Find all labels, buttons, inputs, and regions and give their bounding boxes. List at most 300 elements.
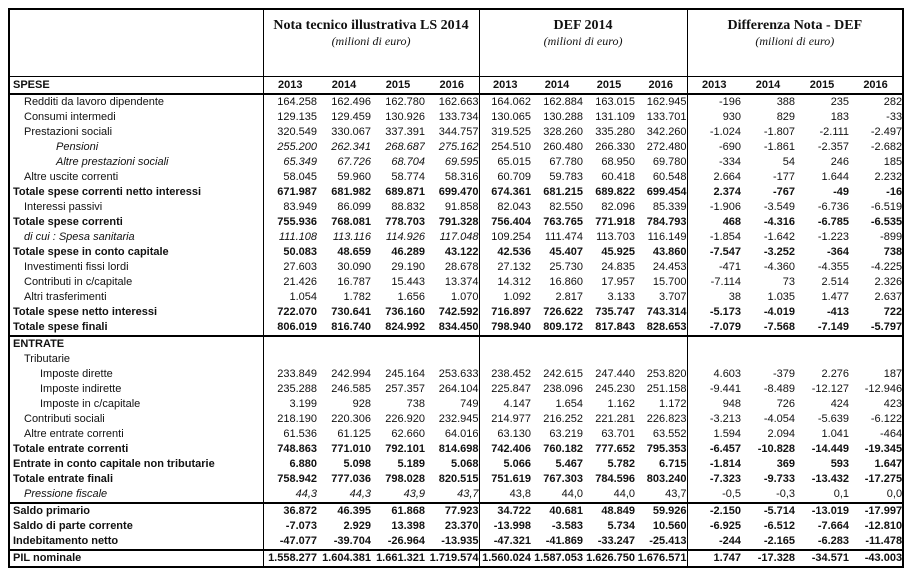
value-cell-def: 45.925	[601, 246, 636, 258]
value-cell-def: 5.734	[607, 520, 636, 532]
value-cell-def: 162.945	[646, 96, 687, 108]
value-cell-def: 109.254	[479, 230, 531, 245]
value-cell-def: 63.130	[479, 427, 531, 442]
table-row	[9, 155, 903, 170]
value-cell-diff: 187	[883, 368, 903, 380]
value-cell-def: 10.560	[652, 520, 687, 532]
value-cell-diff: -3.252	[763, 246, 796, 258]
value-cell-diff: -364	[827, 246, 850, 258]
row-label: Totale spese correnti	[13, 216, 123, 228]
value-cell-def: 689.822	[595, 186, 636, 198]
value-cell-diff: -5.797	[870, 321, 903, 333]
value-cell-nota: 755.936	[263, 215, 317, 230]
table-row	[9, 125, 903, 140]
value-cell-diff: 468	[687, 215, 741, 230]
value-cell-diff: -2.682	[870, 141, 903, 153]
value-cell-nota: 928	[352, 398, 371, 410]
value-cell-nota: 111.108	[263, 230, 317, 245]
value-cell-def: 214.977	[479, 412, 531, 427]
table-row	[9, 290, 903, 305]
value-cell-def: 3.707	[659, 291, 687, 303]
value-cell-def: 43,7	[665, 488, 687, 500]
value-cell-diff: -471	[687, 260, 741, 275]
value-cell-diff: -3.549	[763, 201, 796, 213]
value-cell-nota: -26.964	[387, 535, 425, 547]
row-label: Indebitamento netto	[13, 535, 119, 547]
value-cell-nota: 67.726	[337, 156, 371, 168]
value-cell-nota: 257.357	[385, 383, 425, 395]
value-cell-nota: 1.782	[343, 291, 371, 303]
value-cell-diff: 722	[883, 306, 903, 318]
value-cell-nota: 28.678	[444, 261, 479, 273]
value-cell-diff: -767	[773, 186, 796, 198]
value-cell-nota	[371, 352, 425, 367]
value-cell-def: -41.869	[545, 535, 584, 547]
value-cell-diff: -899	[880, 231, 903, 243]
value-cell-nota: 44,3	[263, 487, 317, 503]
group-title-nota: Nota tecnico illustrativa LS 2014	[273, 18, 469, 33]
value-cell-def: 1.172	[659, 398, 687, 410]
value-cell-diff: -16	[886, 186, 903, 198]
value-cell-diff: 2.514	[821, 276, 850, 288]
group-subtitle-differenza: (milioni di euro)	[755, 34, 835, 48]
value-cell-diff: -12.127	[811, 383, 850, 395]
value-cell-nota: 771.010	[331, 443, 371, 455]
value-cell-nota: 758.942	[263, 472, 317, 487]
value-cell-diff: 4.603	[687, 367, 741, 382]
value-cell-def: 131.109	[595, 111, 636, 123]
value-cell-nota: 1.558.277	[263, 550, 317, 567]
value-cell-nota: 722.070	[263, 305, 317, 320]
value-cell-diff: 726	[776, 398, 796, 410]
value-cell-diff: -6.283	[817, 535, 850, 547]
value-cell-def: 42.536	[479, 245, 531, 260]
value-cell-diff: -1.642	[763, 231, 796, 243]
table-row	[9, 170, 903, 185]
value-cell-def: 272.480	[646, 141, 687, 153]
value-cell-def: 59.926	[635, 503, 687, 519]
value-cell-diff: 183	[830, 111, 850, 123]
value-cell-diff: -0,3	[776, 488, 796, 500]
value-cell-nota: 58.774	[391, 171, 425, 183]
value-cell-def: 162.884	[543, 96, 584, 108]
value-cell-diff: -1.223	[817, 231, 850, 243]
table-row	[9, 94, 903, 110]
value-cell-diff: -7.547	[687, 245, 741, 260]
value-cell-diff: -19.345	[864, 443, 903, 455]
row-label: Altre entrate correnti	[24, 428, 124, 440]
value-cell-nota: 46.395	[317, 503, 371, 519]
value-cell-nota: 129.459	[331, 111, 371, 123]
value-cell-def: 828.653	[646, 321, 687, 333]
value-cell-def: 59.783	[549, 171, 584, 183]
value-cell-diff	[741, 352, 795, 367]
value-cell-nota: 792.101	[385, 443, 425, 455]
value-cell-diff: 930	[687, 110, 741, 125]
value-cell-diff: 1.594	[687, 427, 741, 442]
value-cell-diff: -7.079	[687, 320, 741, 336]
value-cell-def: 756.404	[479, 215, 531, 230]
value-cell-nota: 235.288	[263, 382, 317, 397]
value-cell-diff: 54	[782, 156, 796, 168]
value-cell-def: 1.676.571	[635, 550, 687, 567]
value-cell-diff: -7.568	[763, 321, 796, 333]
value-cell-def: 45.407	[549, 246, 584, 258]
value-cell-nota: 15.443	[391, 276, 425, 288]
value-cell-def: 319.525	[479, 125, 531, 140]
table-row	[9, 275, 903, 290]
value-cell-nota: 88.832	[391, 201, 425, 213]
value-cell-nota: 742.592	[438, 306, 479, 318]
value-cell-diff: 2.637	[874, 291, 903, 303]
value-cell-def: 251.158	[646, 383, 687, 395]
value-cell-def: 795.353	[646, 443, 687, 455]
year-header-row	[9, 77, 903, 95]
value-cell-nota: 220.306	[331, 413, 371, 425]
value-cell-def: -3.583	[551, 520, 584, 532]
value-cell-nota: 736.160	[385, 306, 425, 318]
value-cell-def	[479, 352, 531, 367]
value-cell-def: 113.703	[596, 231, 636, 243]
value-cell-diff: 38	[687, 290, 741, 305]
year-header: 2014	[741, 77, 795, 95]
table-row	[9, 320, 903, 336]
budget-table	[8, 8, 904, 568]
value-cell-def: 245.230	[595, 383, 636, 395]
value-cell-diff: -7.664	[817, 520, 850, 532]
year-header: 2016	[635, 77, 687, 95]
value-cell-def: 130.288	[543, 111, 584, 123]
value-cell-nota	[317, 336, 371, 352]
value-cell-nota: 820.515	[438, 473, 479, 485]
value-cell-nota: 36.872	[263, 503, 317, 519]
value-cell-nota: 1.719.574	[425, 550, 479, 567]
value-cell-nota	[425, 352, 479, 367]
value-cell-def: 43,8	[479, 487, 531, 503]
group-subtitle-def: (milioni di euro)	[543, 34, 623, 48]
table-row	[9, 550, 903, 567]
row-label: Imposte dirette	[40, 368, 113, 380]
year-header: 2016	[425, 77, 479, 95]
value-cell-diff: -1.854	[687, 230, 741, 245]
value-cell-diff: -49	[833, 186, 850, 198]
value-cell-nota: 5.098	[343, 458, 371, 470]
value-cell-nota: 3.199	[263, 397, 317, 412]
value-cell-diff: 2.326	[874, 276, 903, 288]
value-cell-diff: -6.736	[817, 201, 850, 213]
value-cell-nota	[317, 352, 371, 367]
value-cell-nota: 91.858	[444, 201, 479, 213]
value-cell-nota: 23.370	[444, 520, 479, 532]
value-cell-diff: -6.785	[817, 216, 850, 228]
value-cell-def: 817.843	[595, 321, 636, 333]
value-cell-def: 1.560.024	[479, 550, 531, 567]
value-cell-def: 221.281	[595, 413, 636, 425]
row-label: Saldo di parte corrente	[13, 520, 133, 532]
value-cell-diff: -177	[773, 171, 796, 183]
row-label: Totale entrate finali	[13, 473, 114, 485]
value-cell-def: 238.452	[479, 367, 531, 382]
value-cell-def: 226.823	[646, 413, 687, 425]
row-label: Redditi da lavoro dipendente	[24, 96, 165, 108]
value-cell-diff: -1.814	[687, 457, 741, 472]
value-cell-diff: -17.997	[849, 503, 903, 519]
row-label: Altre uscite correnti	[24, 171, 119, 183]
value-cell-nota: -47.077	[263, 534, 317, 550]
value-cell-nota: 46.289	[391, 246, 425, 258]
year-header: 2013	[479, 77, 531, 95]
value-cell-def: 342.260	[646, 126, 687, 138]
value-cell-nota: 1.054	[263, 290, 317, 305]
table-row	[9, 230, 903, 245]
value-cell-def: 699.454	[646, 186, 687, 198]
value-cell-nota: 671.987	[263, 185, 317, 200]
value-cell-def: 40.681	[531, 503, 583, 519]
year-header: 2013	[687, 77, 741, 95]
value-cell-diff: -11.478	[865, 535, 903, 547]
value-cell-diff: -7.323	[687, 472, 741, 487]
value-cell-def: 260.480	[543, 141, 584, 153]
value-cell-diff: -9.441	[687, 382, 741, 397]
row-label: Totale spese finali	[13, 321, 108, 333]
value-cell-nota: 48.659	[337, 246, 371, 258]
value-cell-def: 760.182	[543, 443, 584, 455]
value-cell-nota: 58.316	[444, 171, 479, 183]
value-cell-def	[531, 352, 583, 367]
value-cell-def: 751.619	[479, 472, 531, 487]
value-cell-nota: 2.929	[343, 520, 371, 532]
value-cell-nota: 262.341	[331, 141, 371, 153]
value-cell-diff: -1.024	[687, 125, 741, 140]
table-row	[9, 367, 903, 382]
value-cell-nota: 133.734	[438, 111, 479, 123]
value-cell-def: 130.065	[479, 110, 531, 125]
value-cell-nota: 162.780	[385, 96, 425, 108]
table-row	[9, 305, 903, 320]
value-cell-diff: 369	[776, 458, 796, 470]
value-cell-nota: 86.099	[337, 201, 371, 213]
value-cell-def: 67.780	[549, 156, 584, 168]
value-cell-def: 743.314	[646, 306, 687, 318]
value-cell-def: 4.147	[479, 397, 531, 412]
value-cell-def: 63.219	[549, 428, 584, 440]
table-row	[9, 200, 903, 215]
value-cell-nota: 275.162	[438, 141, 479, 153]
value-cell-nota: 162.496	[331, 96, 371, 108]
value-cell-nota: 749	[460, 398, 479, 410]
value-cell-nota: -7.073	[263, 519, 317, 534]
value-cell-def: 767.303	[543, 473, 584, 485]
value-cell-diff: -196	[687, 94, 741, 110]
row-label: Imposte indirette	[40, 383, 122, 395]
value-cell-diff: -6.535	[870, 216, 903, 228]
value-cell-nota: 43.122	[444, 246, 479, 258]
value-cell-nota: 798.028	[385, 473, 425, 485]
value-cell-diff: -9.733	[763, 473, 796, 485]
value-cell-diff: 1.647	[874, 458, 903, 470]
row-label: Contributi in c/capitale	[24, 276, 133, 288]
value-cell-diff: 829	[776, 111, 796, 123]
value-cell-nota: 824.992	[385, 321, 425, 333]
value-cell-nota: 768.081	[331, 216, 371, 228]
value-cell-def: 771.918	[595, 216, 636, 228]
value-cell-def	[583, 336, 635, 352]
value-cell-diff: -17.275	[864, 473, 903, 485]
year-header: 2013	[263, 77, 317, 95]
value-cell-def: 16.860	[549, 276, 584, 288]
value-cell-diff: -4.355	[817, 261, 850, 273]
value-cell-def: 65.015	[479, 155, 531, 170]
value-cell-def: 44,0	[561, 488, 584, 500]
value-cell-nota: 5.068	[451, 458, 479, 470]
value-cell-def: 681.215	[543, 186, 584, 198]
table-row	[9, 503, 903, 519]
value-cell-diff: 2.094	[767, 428, 796, 440]
value-cell-def: 44,0	[613, 488, 636, 500]
year-header: 2015	[795, 77, 849, 95]
table-row	[9, 534, 903, 550]
value-cell-def: 111.474	[544, 231, 584, 243]
group-header-nota	[263, 9, 479, 77]
value-cell-nota: 337.391	[385, 126, 425, 138]
row-label: Tributarie	[24, 353, 71, 365]
value-cell-def: 27.132	[479, 260, 531, 275]
row-label: Imposte in c/capitale	[40, 398, 141, 410]
header-corner-cell	[9, 9, 263, 77]
value-cell-nota: 58.045	[263, 170, 317, 185]
value-cell-nota: 806.019	[263, 320, 317, 336]
value-cell-nota: 130.926	[385, 111, 425, 123]
value-cell-nota: 68.704	[391, 156, 425, 168]
value-cell-diff	[687, 336, 741, 352]
value-cell-def: 1.162	[607, 398, 636, 410]
value-cell-nota	[371, 336, 425, 352]
row-label: PIL nominale	[9, 550, 263, 567]
value-cell-def: 803.240	[646, 473, 687, 485]
value-cell-nota: 233.849	[263, 367, 317, 382]
value-cell-diff: -10.828	[757, 443, 796, 455]
value-cell-diff: -34.571	[795, 550, 849, 567]
value-cell-diff: -6.512	[763, 520, 796, 532]
table-row	[9, 382, 903, 397]
table-row	[9, 397, 903, 412]
value-cell-nota: 246.585	[331, 383, 371, 395]
value-cell-nota: 232.945	[438, 413, 479, 425]
value-cell-nota: 268.687	[385, 141, 425, 153]
value-cell-def: 63.701	[601, 428, 636, 440]
table-row	[9, 245, 903, 260]
value-cell-def: 674.361	[479, 185, 531, 200]
table-row	[9, 110, 903, 125]
value-cell-diff: 1.747	[687, 550, 741, 567]
value-cell-def: 798.940	[479, 320, 531, 336]
value-cell-def: 63.552	[652, 428, 687, 440]
value-cell-nota: 44,3	[349, 488, 371, 500]
value-cell-diff: -0,5	[687, 487, 741, 503]
year-header: 2015	[371, 77, 425, 95]
value-cell-def: 82.096	[601, 201, 636, 213]
value-cell-nota: 43,7	[457, 488, 479, 500]
value-cell-nota: 13.374	[444, 276, 479, 288]
value-cell-diff: -14.449	[811, 443, 850, 455]
value-cell-def: 1.654	[555, 398, 584, 410]
value-cell-diff: -5.173	[687, 305, 741, 320]
value-cell-diff	[849, 352, 903, 367]
value-cell-diff: 423	[883, 398, 903, 410]
table-row	[9, 260, 903, 275]
value-cell-diff: 1.477	[821, 291, 850, 303]
value-cell-def: 43.860	[652, 246, 687, 258]
table-row	[9, 457, 903, 472]
row-label: Entrate in conto capitale non tributarie	[13, 458, 215, 470]
value-cell-nota: -39.704	[333, 535, 371, 547]
value-cell-diff: -1.807	[763, 126, 796, 138]
value-cell-nota: 27.603	[263, 260, 317, 275]
table-row	[9, 185, 903, 200]
table-row	[9, 472, 903, 487]
row-label: ENTRATE	[9, 336, 263, 352]
value-cell-diff: -2.497	[870, 126, 903, 138]
value-cell-def: 225.847	[479, 382, 531, 397]
value-cell-nota: 13.398	[391, 520, 425, 532]
value-cell-def: 253.820	[646, 368, 687, 380]
year-header: 2014	[531, 77, 583, 95]
value-cell-def: 6.715	[659, 458, 687, 470]
value-cell-nota: 242.994	[331, 368, 371, 380]
group-header-def	[479, 9, 687, 77]
value-cell-diff: 948	[687, 397, 741, 412]
value-cell-nota: 255.200	[263, 140, 317, 155]
value-cell-def: 25.730	[549, 261, 584, 273]
value-cell-nota: 1.070	[451, 291, 479, 303]
value-cell-def: 133.701	[646, 111, 687, 123]
value-cell-def: 68.950	[601, 156, 636, 168]
value-cell-def: 247.440	[595, 368, 636, 380]
value-cell-diff: -1.861	[763, 141, 796, 153]
value-cell-diff: -6.122	[870, 413, 903, 425]
value-cell-diff: -2.165	[763, 535, 796, 547]
row-label: Prestazioni sociali	[24, 126, 113, 138]
row-label: Saldo primario	[9, 503, 263, 519]
value-cell-nota: 689.871	[385, 186, 425, 198]
value-cell-diff	[687, 352, 741, 367]
value-cell-def: 17.957	[601, 276, 636, 288]
value-cell-nota: 30.090	[337, 261, 371, 273]
section-label-spese: SPESE	[9, 77, 263, 95]
value-cell-nota: 730.641	[331, 306, 371, 318]
value-cell-diff: -2.150	[687, 503, 741, 519]
value-cell-diff: 0,1	[833, 488, 850, 500]
value-cell-def	[531, 336, 583, 352]
value-cell-diff: -690	[687, 140, 741, 155]
value-cell-nota: 61.536	[263, 427, 317, 442]
value-cell-nota: 83.949	[263, 200, 317, 215]
value-cell-nota: 1.656	[397, 291, 425, 303]
value-cell-def: 60.548	[652, 171, 687, 183]
value-cell-diff: -4.360	[763, 261, 796, 273]
row-label: Interessi passivi	[24, 201, 103, 213]
value-cell-nota: 738	[406, 398, 425, 410]
value-cell-def: 15.700	[652, 276, 687, 288]
value-cell-def: 34.722	[479, 503, 531, 519]
value-cell-def: 809.172	[543, 321, 584, 333]
value-cell-diff: -464	[880, 428, 903, 440]
value-cell-def: 5.782	[607, 458, 636, 470]
value-cell-diff: -1.906	[687, 200, 741, 215]
value-cell-diff: 2.374	[687, 185, 741, 200]
value-cell-diff: -6.519	[870, 201, 903, 213]
value-cell-diff: 246	[830, 156, 850, 168]
